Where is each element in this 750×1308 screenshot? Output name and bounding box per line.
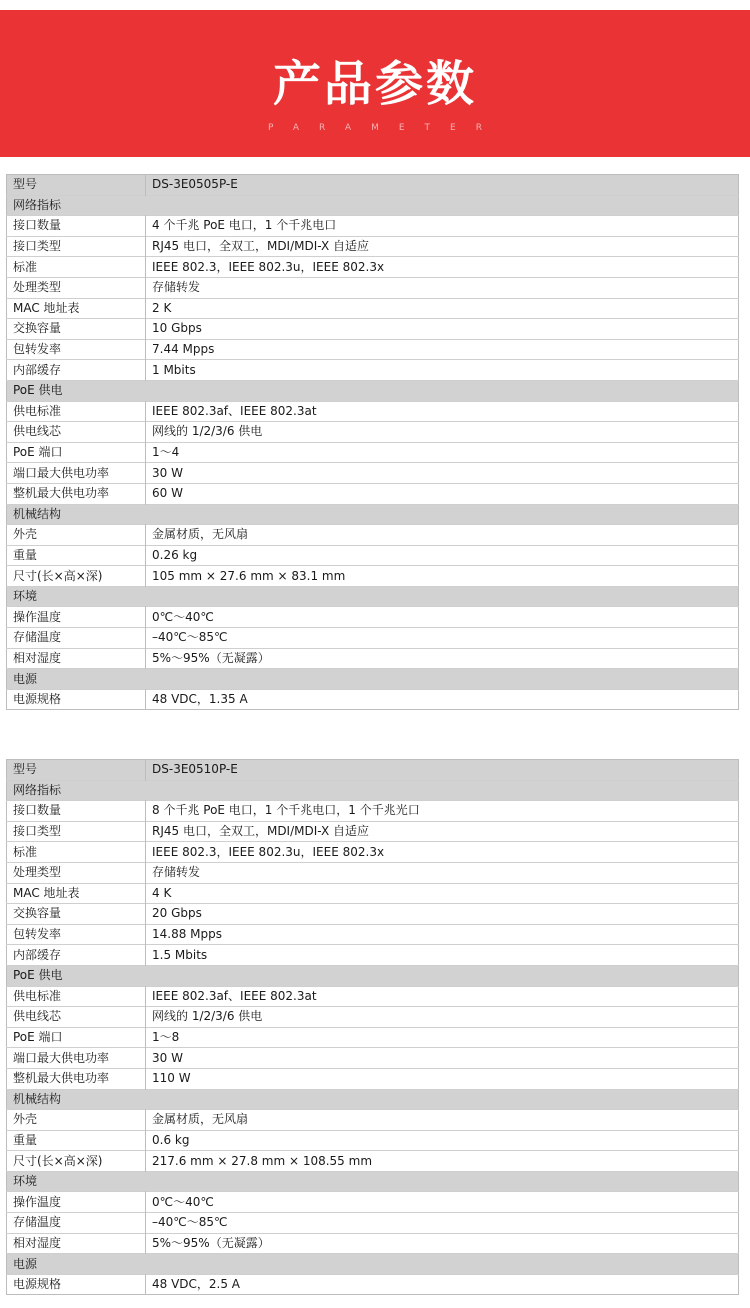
spec-label: 包转发率 (7, 339, 146, 360)
spec-value: –40℃～85℃ (146, 1213, 739, 1234)
spec-label: 外壳 (7, 525, 146, 546)
spec-value: 金属材质，无风扇 (146, 525, 739, 546)
spec-row (7, 1130, 739, 1151)
spec-value (146, 504, 739, 525)
section-header-row (7, 504, 739, 525)
spec-row (7, 1274, 739, 1295)
spec-row (7, 257, 739, 278)
spec-value: 0℃～40℃ (146, 607, 739, 628)
spec-row (7, 422, 739, 443)
spec-label: 供电标准 (7, 986, 146, 1007)
spec-row (7, 986, 739, 1007)
section-header-row (7, 1089, 739, 1110)
spec-value: IEEE 802.3，IEEE 802.3u，IEEE 802.3x (146, 842, 739, 863)
spec-row (7, 821, 739, 842)
spec-label: 重量 (7, 1130, 146, 1151)
spec-label: 包转发率 (7, 924, 146, 945)
spec-label: 标准 (7, 257, 146, 278)
spec-value (146, 780, 739, 801)
spec-label: 接口数量 (7, 801, 146, 822)
spec-value: RJ45 电口，全双工，MDI/MDI-X 自适应 (146, 236, 739, 257)
spec-table-ds-3e0505p-e (6, 174, 739, 710)
spec-label: PoE 端口 (7, 1027, 146, 1048)
section-title: 机械结构 (7, 1089, 146, 1110)
spec-row (7, 236, 739, 257)
spec-value: 5%～95%（无凝露） (146, 1233, 739, 1254)
section-header-row (7, 195, 739, 216)
spec-value: 网线的 1/2/3/6 供电 (146, 1007, 739, 1028)
spec-value: 7.44 Mpps (146, 339, 739, 360)
spec-row (7, 360, 739, 381)
spec-value: 48 VDC，2.5 A (146, 1274, 739, 1295)
spec-row (7, 319, 739, 340)
spec-label: 内部缓存 (7, 360, 146, 381)
spec-value: 4 个千兆 PoE 电口，1 个千兆电口 (146, 216, 739, 237)
spec-label: 供电线芯 (7, 1007, 146, 1028)
spec-label: 内部缓存 (7, 945, 146, 966)
spec-row (7, 862, 739, 883)
spec-row (7, 801, 739, 822)
spec-value: 2 K (146, 298, 739, 319)
spec-value: 5%～95%（无凝露） (146, 648, 739, 669)
section-title: 机械结构 (7, 504, 146, 525)
spec-label: 相对湿度 (7, 1233, 146, 1254)
spec-label: PoE 端口 (7, 442, 146, 463)
spec-row (7, 1233, 739, 1254)
spec-row (7, 339, 739, 360)
spec-row (7, 689, 739, 710)
spec-value: 1～4 (146, 442, 739, 463)
spec-value (146, 1254, 739, 1275)
section-title: PoE 供电 (7, 380, 146, 401)
spec-row (7, 648, 739, 669)
spec-label: 供电标准 (7, 401, 146, 422)
spec-value: 10 Gbps (146, 319, 739, 340)
spec-row (7, 216, 739, 237)
section-title: PoE 供电 (7, 965, 146, 986)
spec-value: 0.6 kg (146, 1130, 739, 1151)
spec-row (7, 401, 739, 422)
spec-label: 交换容量 (7, 319, 146, 340)
spec-row (7, 1007, 739, 1028)
spec-row (7, 277, 739, 298)
spec-label: 操作温度 (7, 1192, 146, 1213)
spec-row (7, 1068, 739, 1089)
spec-label: 存储温度 (7, 628, 146, 649)
spec-label: 交换容量 (7, 904, 146, 925)
spec-value: 8 个千兆 PoE 电口，1 个千兆电口，1 个千兆光口 (146, 801, 739, 822)
spec-label: 整机最大供电功率 (7, 483, 146, 504)
spec-label: 处理类型 (7, 862, 146, 883)
spec-row (7, 1213, 739, 1234)
spec-row (7, 483, 739, 504)
spec-label: 供电线芯 (7, 422, 146, 443)
spec-value (146, 1089, 739, 1110)
spec-value: 110 W (146, 1068, 739, 1089)
spec-value: –40℃～85℃ (146, 628, 739, 649)
spec-row (7, 1151, 739, 1172)
spec-value: 1～8 (146, 1027, 739, 1048)
spec-value: IEEE 802.3af、IEEE 802.3at (146, 401, 739, 422)
spec-label: 端口最大供电功率 (7, 463, 146, 484)
spec-row (7, 842, 739, 863)
spec-value: 0.26 kg (146, 545, 739, 566)
spec-row (7, 566, 739, 587)
spec-row (7, 463, 739, 484)
spec-label: 尺寸(长×高×深) (7, 1151, 146, 1172)
spec-value: 金属材质，无风扇 (146, 1110, 739, 1131)
section-header-row (7, 780, 739, 801)
spec-label: 电源规格 (7, 689, 146, 710)
spec-value: 0℃～40℃ (146, 1192, 739, 1213)
spec-label: MAC 地址表 (7, 298, 146, 319)
spec-label: 外壳 (7, 1110, 146, 1131)
spec-row (7, 883, 739, 904)
spec-value: 1 Mbits (146, 360, 739, 381)
spec-value: DS-3E0510P-E (146, 760, 739, 781)
section-title: 电源 (7, 1254, 146, 1275)
spec-row (7, 442, 739, 463)
banner-subtitle: PARAMETER (268, 123, 502, 133)
spec-label: 接口类型 (7, 821, 146, 842)
spec-label: 端口最大供电功率 (7, 1048, 146, 1069)
spec-row (7, 607, 739, 628)
spec-row (7, 904, 739, 925)
spec-row (7, 525, 739, 546)
spec-value: IEEE 802.3，IEEE 802.3u，IEEE 802.3x (146, 257, 739, 278)
section-header-row (7, 1171, 739, 1192)
section-title: 网络指标 (7, 195, 146, 216)
spec-label: 存储温度 (7, 1213, 146, 1234)
spec-table-ds-3e0510p-e (6, 759, 739, 1295)
spec-label: 接口数量 (7, 216, 146, 237)
spec-value: 网线的 1/2/3/6 供电 (146, 422, 739, 443)
spec-value: 14.88 Mpps (146, 924, 739, 945)
spec-label: 接口类型 (7, 236, 146, 257)
section-header-row (7, 380, 739, 401)
section-header-row (7, 669, 739, 690)
spec-row (7, 298, 739, 319)
spec-label: 重量 (7, 545, 146, 566)
spec-label: 相对湿度 (7, 648, 146, 669)
section-title: 电源 (7, 669, 146, 690)
spec-value: IEEE 802.3af、IEEE 802.3at (146, 986, 739, 1007)
spec-label: 操作温度 (7, 607, 146, 628)
spec-label: 尺寸(长×高×深) (7, 566, 146, 587)
spec-value: RJ45 电口，全双工，MDI/MDI-X 自适应 (146, 821, 739, 842)
spec-label: 标准 (7, 842, 146, 863)
model-row (7, 760, 739, 781)
spec-row (7, 545, 739, 566)
spec-value (146, 1171, 739, 1192)
spec-label: MAC 地址表 (7, 883, 146, 904)
section-title: 环境 (7, 1171, 146, 1192)
spec-row (7, 945, 739, 966)
spec-value: 30 W (146, 1048, 739, 1069)
banner-title: 产品参数 (272, 56, 477, 112)
section-title: 网络指标 (7, 780, 146, 801)
spec-value: 60 W (146, 483, 739, 504)
spec-value: 存储转发 (146, 862, 739, 883)
spec-value: 存储转发 (146, 277, 739, 298)
spec-value (146, 380, 739, 401)
section-header-row (7, 1254, 739, 1275)
spec-value (146, 965, 739, 986)
spec-value: DS-3E0505P-E (146, 175, 739, 196)
spec-value (146, 195, 739, 216)
model-row (7, 175, 739, 196)
spec-value: 1.5 Mbits (146, 945, 739, 966)
spec-label: 型号 (7, 760, 146, 781)
spec-value: 20 Gbps (146, 904, 739, 925)
spec-row (7, 628, 739, 649)
spec-label: 处理类型 (7, 277, 146, 298)
spec-value (146, 669, 739, 690)
spec-label: 型号 (7, 175, 146, 196)
section-header-row (7, 586, 739, 607)
spec-value (146, 586, 739, 607)
spec-value: 105 mm × 27.6 mm × 83.1 mm (146, 566, 739, 587)
spec-row (7, 924, 739, 945)
section-title: 环境 (7, 586, 146, 607)
spec-label: 电源规格 (7, 1274, 146, 1295)
spec-value: 217.6 mm × 27.8 mm × 108.55 mm (146, 1151, 739, 1172)
parameter-banner (0, 10, 750, 157)
spec-row (7, 1027, 739, 1048)
spec-value: 48 VDC，1.35 A (146, 689, 739, 710)
spec-row (7, 1192, 739, 1213)
spec-value: 4 K (146, 883, 739, 904)
spec-row (7, 1048, 739, 1069)
spec-value: 30 W (146, 463, 739, 484)
spec-row (7, 1110, 739, 1131)
spec-label: 整机最大供电功率 (7, 1068, 146, 1089)
section-header-row (7, 965, 739, 986)
